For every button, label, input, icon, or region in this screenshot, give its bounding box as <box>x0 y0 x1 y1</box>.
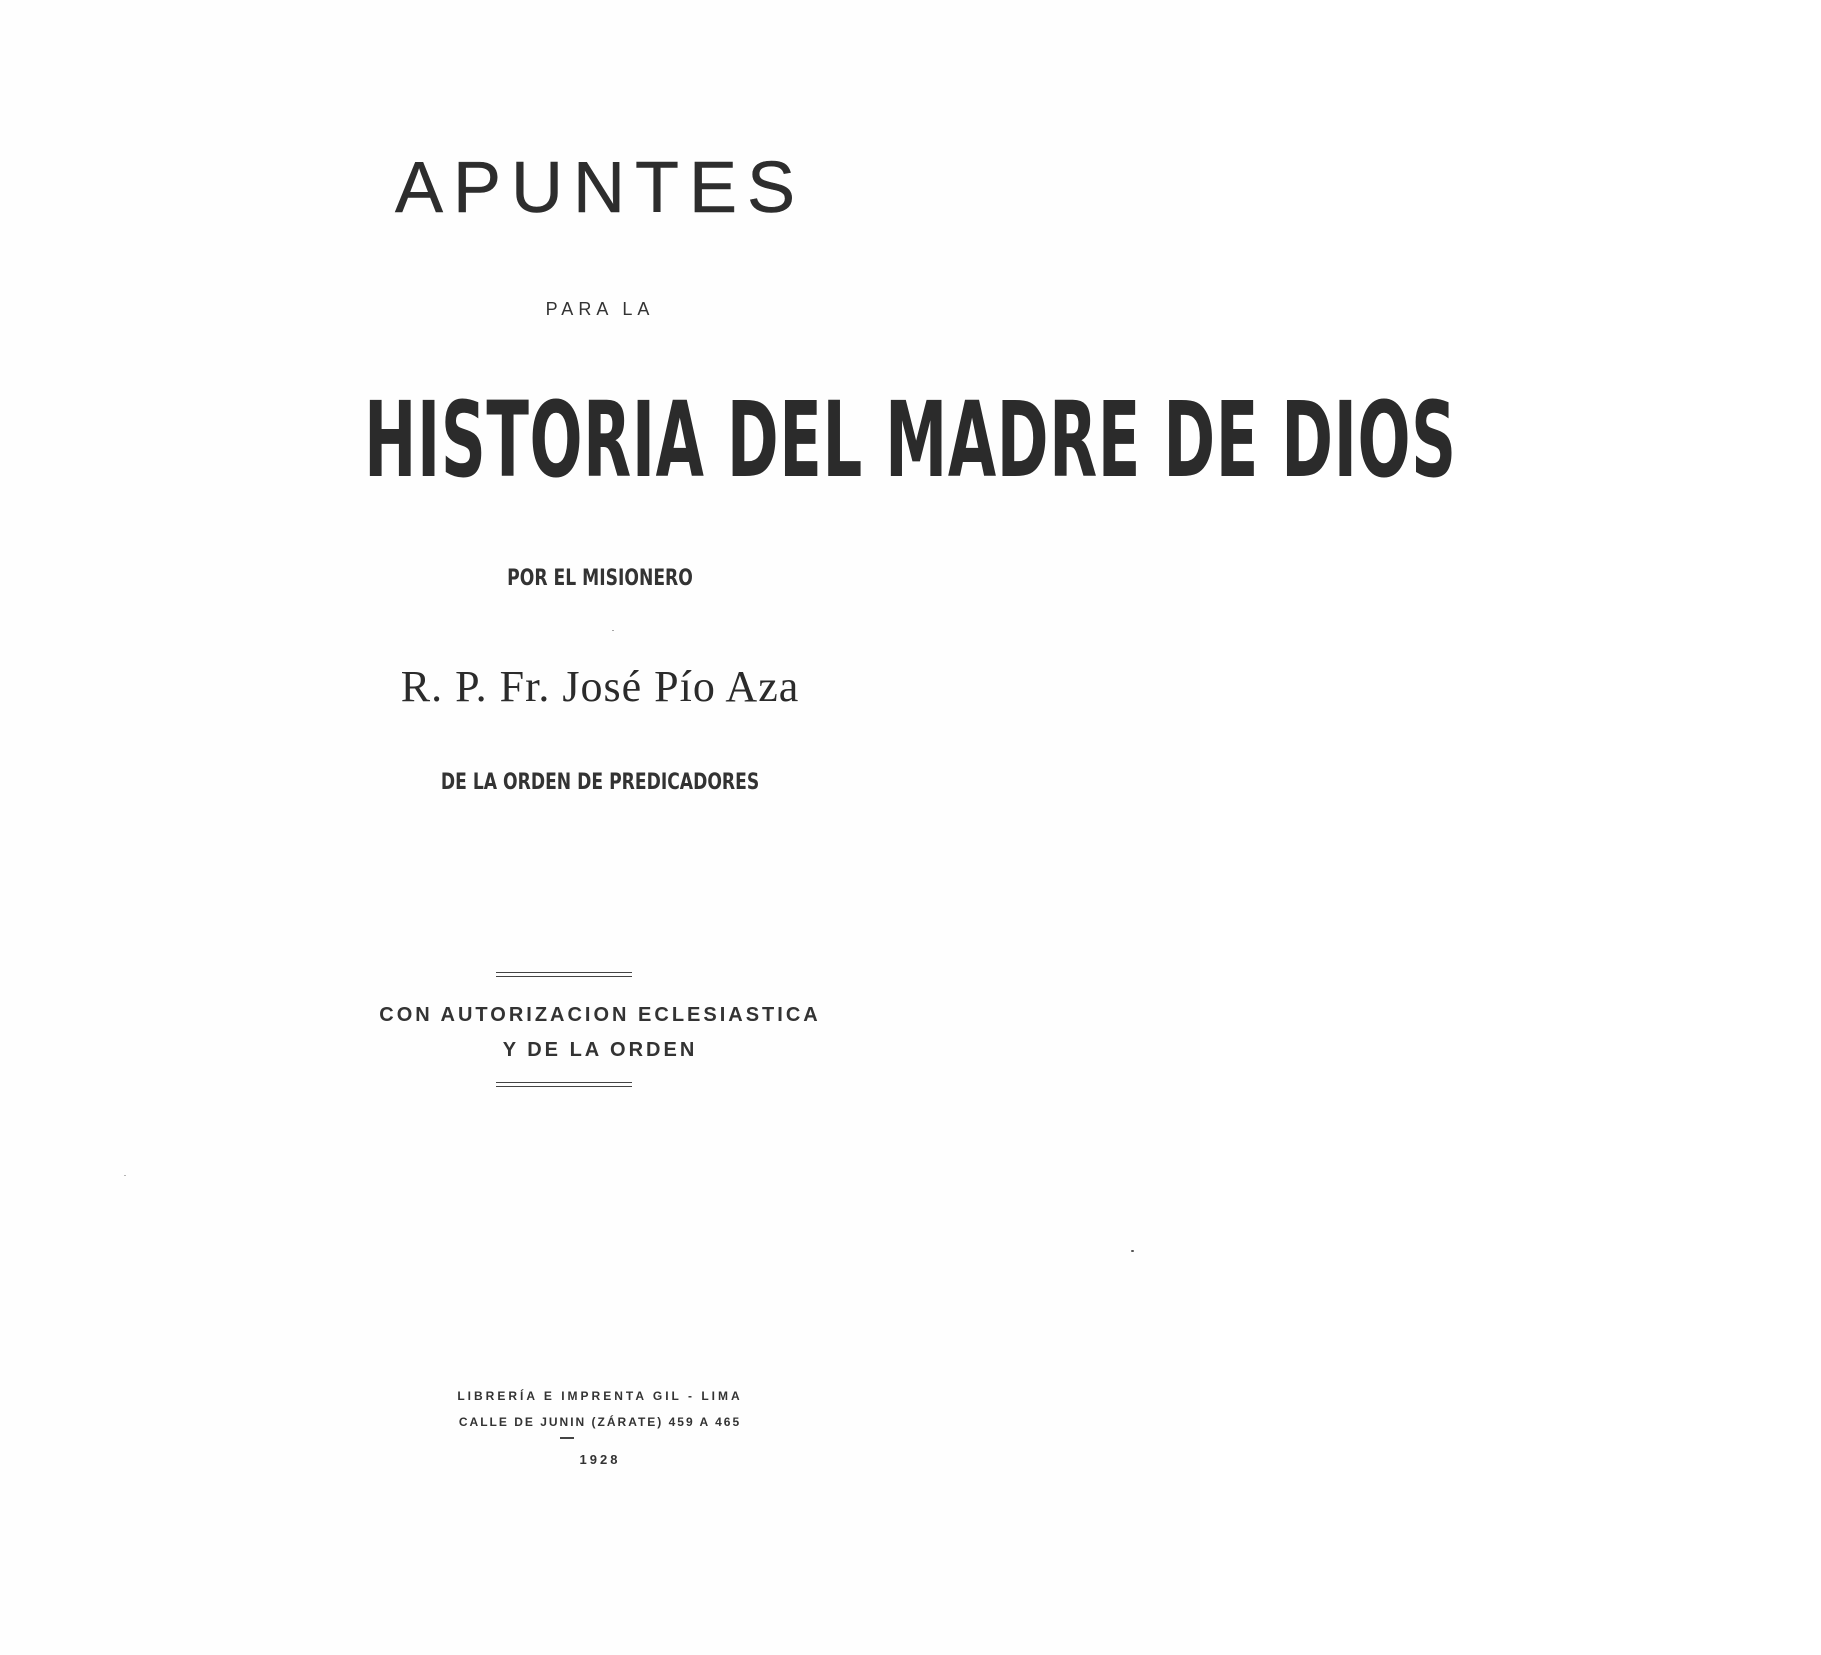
paper-speck <box>612 630 614 631</box>
book-title-subject <box>0 379 1457 501</box>
author-affiliation-text: DE LA ORDEN DE PREDICADORES <box>440 770 760 795</box>
publication-year: 1928 <box>579 1452 621 1467</box>
author-affiliation <box>0 770 1200 796</box>
double-rule-bottom <box>496 1082 632 1087</box>
authorization-line-1: CON AUTORIZACION ECLESIASTICA <box>379 1004 821 1026</box>
publisher-address: CALLE DE JUNIN (ZÁRATE) 459 A 465 <box>458 1415 742 1429</box>
paper-speck <box>1131 1250 1134 1252</box>
authorization-line-2: Y DE LA ORDEN <box>502 1039 698 1061</box>
byline-intro-text: POR EL MISIONERO <box>507 566 693 591</box>
title-connector: PARA LA <box>545 299 655 319</box>
publisher-name: LIBRERÍA E IMPRENTA GIL - LIMA <box>457 1389 743 1403</box>
imprint-dash <box>560 1437 574 1439</box>
paper-speck <box>124 1175 126 1176</box>
book-title-apuntes: APUNTES <box>394 148 806 228</box>
book-title-subject-text: HISTORIA DEL MADRE DE DIOS <box>364 379 1457 501</box>
byline-intro <box>0 566 1200 592</box>
double-rule-top <box>496 972 632 977</box>
author-name: R. P. Fr. José Pío Aza <box>400 662 800 711</box>
